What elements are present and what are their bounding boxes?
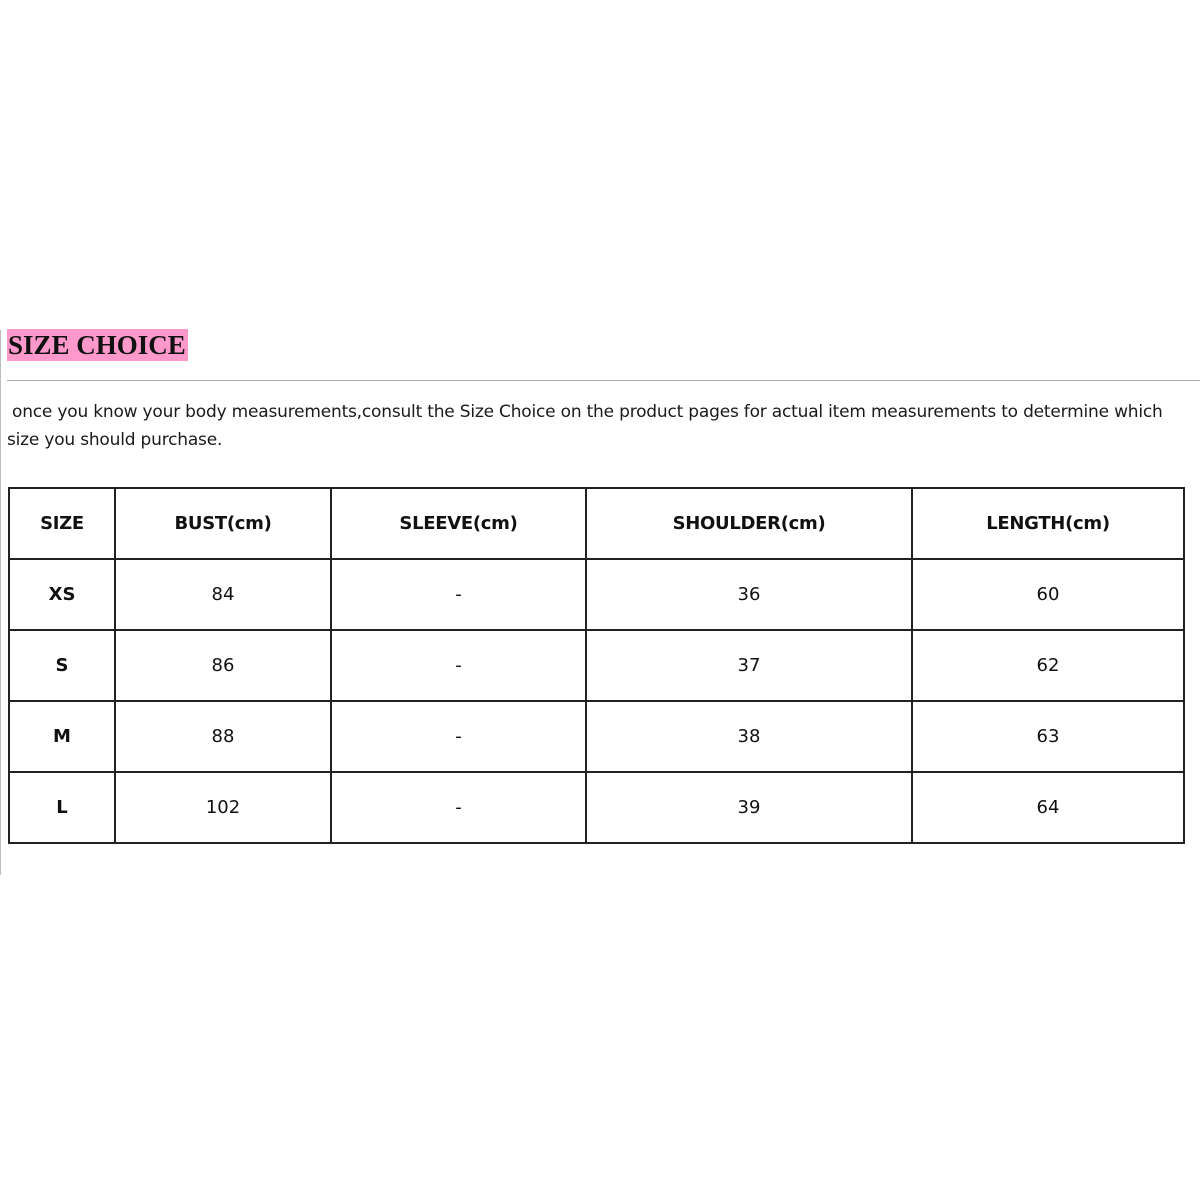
page-title: SIZE CHOICE	[8, 330, 186, 360]
sleeve-cell: -	[331, 772, 586, 843]
table-header-row	[9, 488, 1184, 559]
size-cell: L	[9, 772, 115, 843]
bust-cell: 86	[115, 630, 331, 701]
column-header-size: SIZE	[9, 488, 115, 559]
shoulder-cell: 36	[586, 559, 912, 630]
column-header-bust: BUST(cm)	[115, 488, 331, 559]
size-guide-note: once you know your body measurements,consult the Size Choice on the product pages for actual item measurements to determine which size you should purchase.	[7, 402, 1163, 450]
size-cell: M	[9, 701, 115, 772]
table-row	[9, 772, 1184, 843]
sleeve-cell: -	[331, 701, 586, 772]
size-cell: XS	[9, 559, 115, 630]
bust-cell: 84	[115, 559, 331, 630]
length-cell: 60	[912, 559, 1184, 630]
bust-cell: 88	[115, 701, 331, 772]
column-header-length: LENGTH(cm)	[912, 488, 1184, 559]
column-header-shoulder: SHOULDER(cm)	[586, 488, 912, 559]
length-cell: 62	[912, 630, 1184, 701]
table-row	[9, 630, 1184, 701]
table-row	[9, 559, 1184, 630]
sleeve-cell: -	[331, 630, 586, 701]
sleeve-cell: -	[331, 559, 586, 630]
size-chart-table	[8, 487, 1185, 844]
column-header-sleeve: SLEEVE(cm)	[331, 488, 586, 559]
length-cell: 64	[912, 772, 1184, 843]
bust-cell: 102	[115, 772, 331, 843]
title-divider	[7, 380, 1200, 381]
shoulder-cell: 39	[586, 772, 912, 843]
table-row	[9, 701, 1184, 772]
shoulder-cell: 37	[586, 630, 912, 701]
shoulder-cell: 38	[586, 701, 912, 772]
left-border-line	[0, 330, 1, 875]
size-cell: S	[9, 630, 115, 701]
length-cell: 63	[912, 701, 1184, 772]
